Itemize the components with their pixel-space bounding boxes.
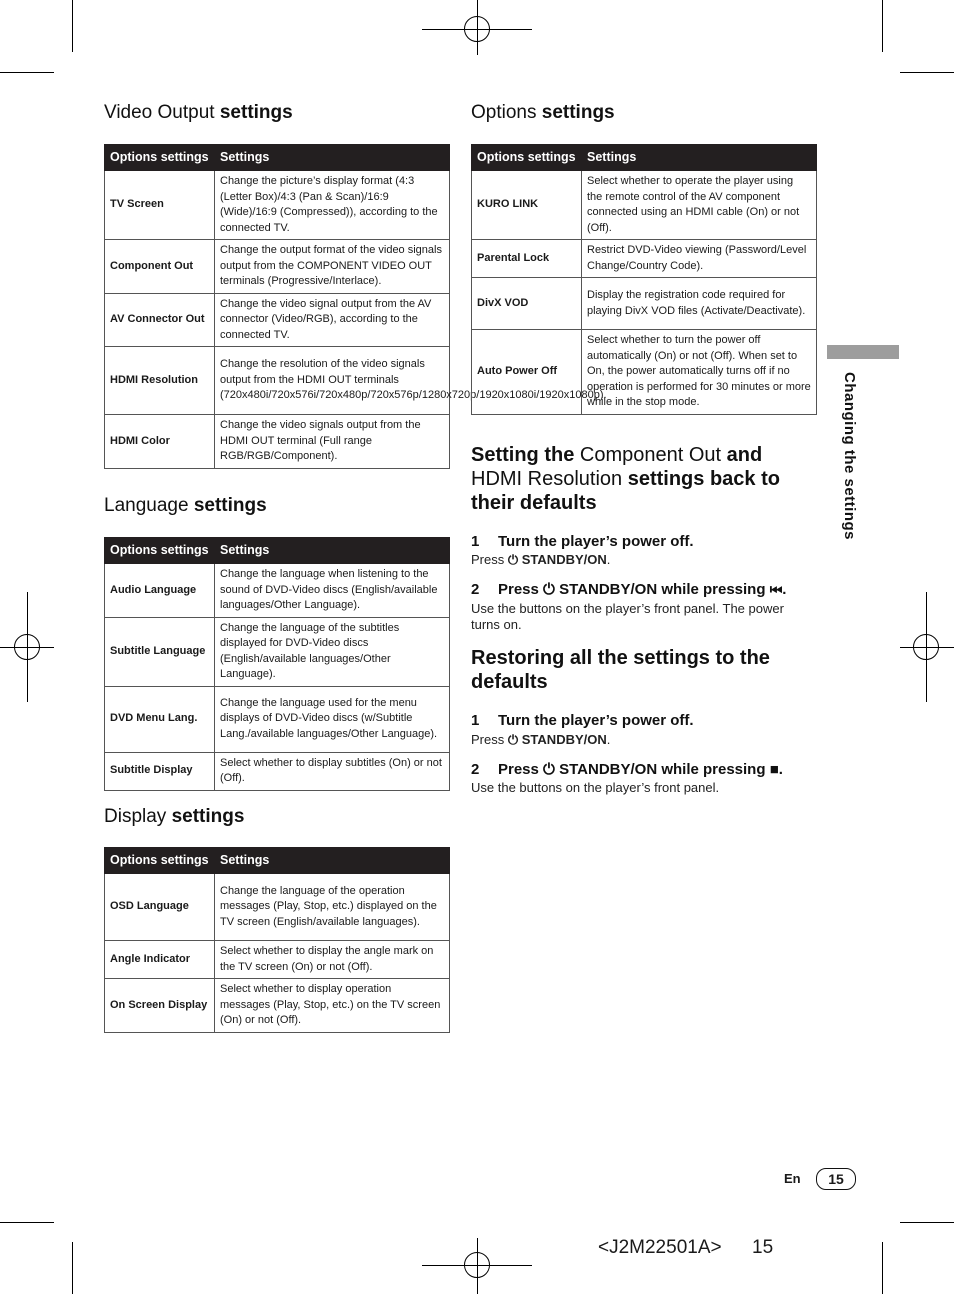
- section-heading-restore: Restoring all the settings to the defaults: [471, 647, 770, 693]
- step-1-instruction: Press ⏻ STANDBY/ON.: [471, 732, 611, 747]
- power-icon: ⏻: [507, 732, 519, 747]
- power-icon: ⏻: [543, 581, 555, 598]
- column-header-settings: Settings: [582, 145, 817, 171]
- display-table: [104, 847, 450, 1033]
- option-description: Change the language used for the menu displays of DVD-Video discs (w/Subtitle Lang./available languages/Other Language).: [215, 686, 450, 752]
- table-row: [105, 240, 450, 294]
- option-description: Change the language of the operation messages (Play, Stop, etc.) displayed on the TV screen (English/available languages).: [215, 874, 450, 941]
- crop-mark: [900, 72, 954, 73]
- registration-mark: [464, 16, 490, 42]
- table-row: [472, 278, 817, 330]
- option-description: Select whether to operate the player using the remote control of the AV component connected using an HDMI cable (On) or not (Off).: [582, 171, 817, 240]
- section-heading-reset-video: Setting the Component Out and HDMI Resolution settings back to their defaults: [471, 444, 780, 514]
- column-header-settings: Settings: [215, 848, 450, 874]
- option-name: Auto Power Off: [472, 330, 582, 415]
- column-header-options: Options settings: [105, 145, 215, 171]
- table-row: [472, 330, 817, 415]
- document-page: 15: [752, 1237, 774, 1258]
- column-header-settings: Settings: [215, 538, 450, 564]
- table-row: [105, 617, 450, 686]
- option-description: Select whether to turn the power off automatically (On) or not (Off). When set to On, the power automatically turns off if no operation is performed for 30 minutes or more while in the stop mode.: [582, 330, 817, 415]
- table-row: [105, 874, 450, 941]
- crop-mark: [882, 1242, 883, 1294]
- table-row: [105, 171, 450, 240]
- option-name: HDMI Resolution: [105, 347, 215, 415]
- power-icon: ⏻: [543, 761, 555, 778]
- section-heading-video-output: Video Output settings: [104, 102, 293, 123]
- chapter-label: Changing the settings: [841, 372, 858, 540]
- table-row: [105, 752, 450, 790]
- section-heading-language: Language settings: [104, 495, 267, 516]
- crop-mark: [0, 72, 54, 73]
- column-header-options: Options settings: [105, 538, 215, 564]
- table-row: [472, 171, 817, 240]
- table-row: [105, 347, 450, 415]
- step-2: 2 Press ⏻ STANDBY/ON while pressing ■.: [471, 761, 783, 778]
- option-description: Display the registration code required for playing DivX VOD files (Activate/Deactivate).: [582, 278, 817, 330]
- column-header-options: Options settings: [472, 145, 582, 171]
- step-1: 1 Turn the player’s power off.: [471, 533, 694, 550]
- option-description: Change the picture’s display format (4:3 (Letter Box)/4:3 (Pan & Scan)/16:9 (Wide)/16:9 (Compressed)), according to the connected TV.: [215, 171, 450, 240]
- table-row: [472, 240, 817, 278]
- table-row: [105, 293, 450, 347]
- column-header-options: Options settings: [105, 848, 215, 874]
- option-description: Change the language of the subtitles displayed for DVD-Video discs (English/available languages/Other Language).: [215, 617, 450, 686]
- table-row: [105, 941, 450, 979]
- option-name: Angle Indicator: [105, 941, 215, 979]
- option-name: OSD Language: [105, 874, 215, 941]
- chapter-tab: [827, 345, 899, 359]
- step-2-note: Use the buttons on the player’s front panel.: [471, 780, 720, 795]
- option-description: Restrict DVD-Video viewing (Password/Level Change/Country Code).: [582, 240, 817, 278]
- section-heading-display: Display settings: [104, 806, 245, 827]
- table-row: [105, 415, 450, 469]
- option-description: Change the video signals output from the HDMI OUT terminal (Full range RGB/RGB/Component).: [215, 415, 450, 469]
- registration-mark: [464, 1252, 490, 1278]
- table-row: [105, 979, 450, 1033]
- crop-mark: [72, 1242, 73, 1294]
- document-code: <J2M22501A>: [598, 1237, 722, 1258]
- step-2-note: Use the buttons on the player’s front panel. The power turns on.: [471, 601, 784, 632]
- step-1: 1 Turn the player’s power off.: [471, 712, 694, 729]
- option-name: TV Screen: [105, 171, 215, 240]
- option-name: Audio Language: [105, 564, 215, 618]
- crop-mark: [0, 1222, 54, 1223]
- table-row: [105, 686, 450, 752]
- option-name: On Screen Display: [105, 979, 215, 1033]
- table-row: [105, 564, 450, 618]
- option-description: Change the video signal output from the AV connector (Video/RGB), according to the connected TV.: [215, 293, 450, 347]
- step-1-instruction: Press ⏻ STANDBY/ON.: [471, 552, 611, 567]
- crop-mark: [900, 1222, 954, 1223]
- option-name: Subtitle Language: [105, 617, 215, 686]
- option-name: KURO LINK: [472, 171, 582, 240]
- option-description: Change the language when listening to the sound of DVD-Video discs (English/available languages/Other Language).: [215, 564, 450, 618]
- option-description: Select whether to display the angle mark on the TV screen (On) or not (Off).: [215, 941, 450, 979]
- language-code: En: [784, 1171, 801, 1186]
- option-name: AV Connector Out: [105, 293, 215, 347]
- option-name: Component Out: [105, 240, 215, 294]
- option-description: Change the output format of the video signals output from the COMPONENT VIDEO OUT terminals (Progressive/Interlace).: [215, 240, 450, 294]
- previous-track-icon: ⏮: [769, 581, 783, 598]
- option-name: Subtitle Display: [105, 752, 215, 790]
- power-icon: ⏻: [507, 552, 519, 567]
- option-name: HDMI Color: [105, 415, 215, 469]
- step-2: 2 Press ⏻ STANDBY/ON while pressing ⏮.: [471, 581, 787, 598]
- option-description: Select whether to display operation messages (Play, Stop, etc.) on the TV screen (On) or not (Off).: [215, 979, 450, 1033]
- option-name: DVD Menu Lang.: [105, 686, 215, 752]
- option-name: Parental Lock: [472, 240, 582, 278]
- option-name: DivX VOD: [472, 278, 582, 330]
- crop-mark: [72, 0, 73, 52]
- page-number: 15: [816, 1168, 856, 1190]
- crop-mark: [882, 0, 883, 52]
- options-table: [471, 144, 817, 415]
- option-description: Change the resolution of the video signals output from the HDMI OUT terminals (720x480i/720x576i/720x480p/720x576p/1280x720p/1920x1080i/1920x1080p).: [215, 347, 450, 415]
- section-heading-options: Options settings: [471, 102, 615, 123]
- registration-mark: [913, 634, 939, 660]
- stop-icon: ■: [769, 761, 779, 778]
- column-header-settings: Settings: [215, 145, 450, 171]
- registration-mark: [14, 634, 40, 660]
- language-table: [104, 537, 450, 791]
- option-description: Select whether to display subtitles (On) or not (Off).: [215, 752, 450, 790]
